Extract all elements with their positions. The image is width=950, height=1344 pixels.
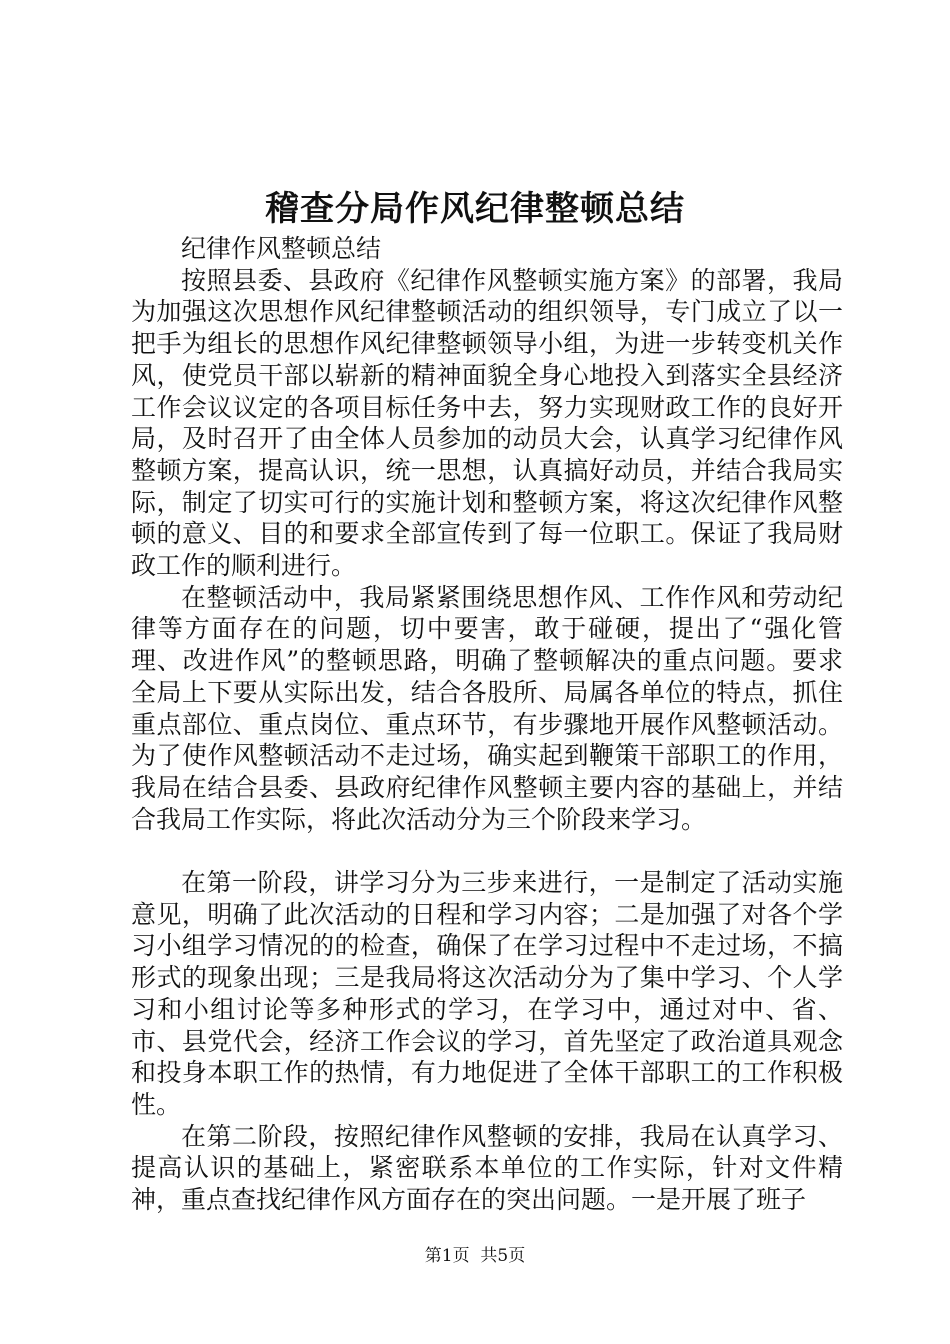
body-paragraph-4: 在第二阶段，按照纪律作风整顿的安排，我局在认真学习、提高认识的基础上，紧密联系本单位的工作实际，针对文件精神，重点查找纪律作风方面存在的突出问题。一是开展了班子 <box>131 1121 843 1215</box>
document-title: 稽查分局作风纪律整顿总结 <box>265 189 685 229</box>
body-paragraph-1: 按照县委、县政府《纪律作风整顿实施方案》的部署，我局为加强这次思想作风纪律整顿活动的组织领导，专门成立了以一把手为组长的思想作风纪律整顿领导小组，为进一步转变机关作风，使党员干部以崭新的精神面貌全身心地投入到落实全县经济工作会议议定的各项目标任务中去，努力实现财政工作的良好开局，及时召开了由全体人员参加的动员大会，认真学习纪律作风整顿方案，提高认识，统一思想，认真搞好动员，并结合我局实际，制定了切实可行的实施计划和整顿方案，将这次纪律作风整顿的意义、目的和要求全部宣传到了每一位职工。保证了我局财政工作的顺利进行。 <box>131 265 843 581</box>
subtitle-paragraph: 纪律作风整顿总结 <box>181 234 382 263</box>
page-number: 第1页 共5页 <box>424 1246 526 1266</box>
document-body <box>131 233 843 1216</box>
body-paragraph-2: 在整顿活动中，我局紧紧围绕思想作风、工作作风和劳动纪律等方面存在的问题，切中要害，敢于碰硬，提出了“强化管理、改进作风”的整顿思路，明确了整顿解决的重点问题。要求全局上下要从实际出发，结合各股所、局属各单位的特点，抓住重点部位、重点岗位、重点环节，有步骤地开展作风整顿活动。为了使作风整顿活动不走过场，确实起到鞭策干部职工的作用，我局在结合县委、县政府纪律作风整顿主要内容的基础上，并结合我局工作实际，将此次活动分为三个阶段来学习。 <box>131 582 843 834</box>
body-paragraph-3: 在第一阶段，讲学习分为三步来进行，一是制定了活动实施意见，明确了此次活动的日程和学习内容；二是加强了对各个学习小组学习情况的的检查，确保了在学习过程中不走过场，不搞形式的现象出现；三是我局将这次活动分为了集中学习、个人学习和小组讨论等多种形式的学习，在学习中，通过对中、省、市、县党代会，经济工作会议的学习，首先坚定了政治道具观念和投身本职工作的热情，有力地促进了全体干部职工的工作积极性。 <box>131 868 843 1119</box>
